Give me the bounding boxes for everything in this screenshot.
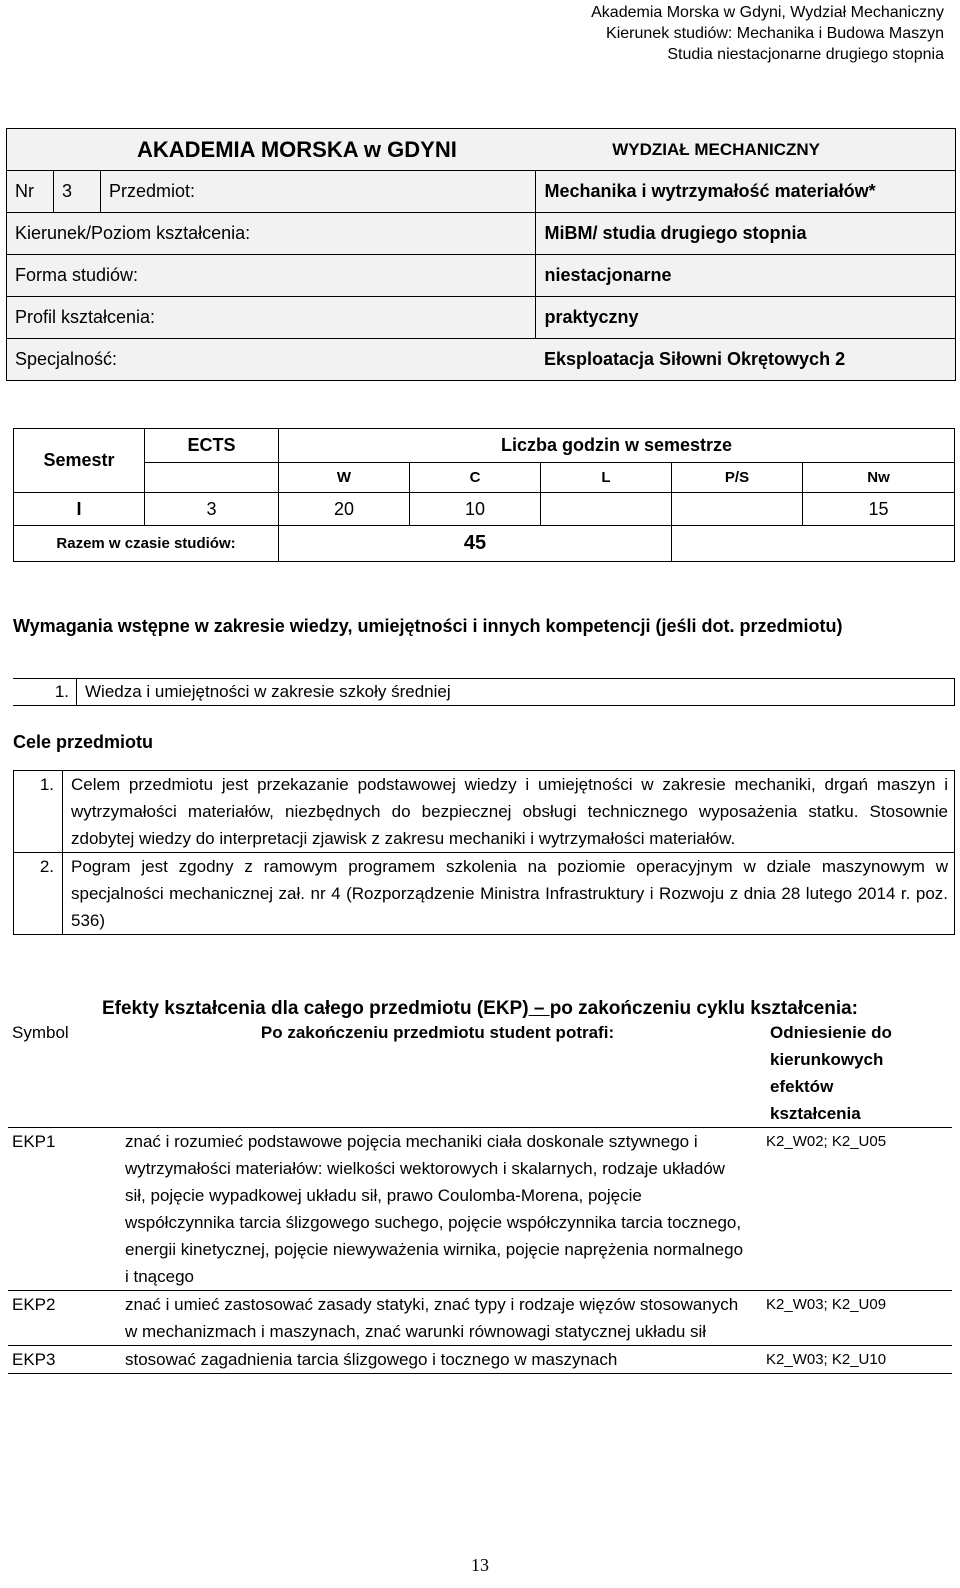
col-c: C xyxy=(410,463,541,493)
total-value: 45 xyxy=(279,526,672,562)
form-label: Forma studiów: xyxy=(7,255,536,297)
goal-num: 1. xyxy=(14,771,63,853)
col-ps: P/S xyxy=(672,463,803,493)
outcome-ref: K2_W03; K2_U09 xyxy=(758,1291,952,1346)
col-l: L xyxy=(541,463,672,493)
header-line-1: Akademia Morska w Gdyni, Wydział Mechaniczny xyxy=(591,4,944,21)
hours-w: 20 xyxy=(279,493,410,526)
total-label: Razem w czasie studiów: xyxy=(14,526,279,562)
col-w: W xyxy=(279,463,410,493)
hours-table xyxy=(13,428,955,562)
subject-label: Przedmiot: xyxy=(101,171,536,213)
academy-name: AKADEMIA MORSKA w GDYNI xyxy=(137,136,457,162)
goal-text: Celem przedmiotu jest przekazanie podstawowej wiedzy i umiejętności w zakresie mechaniki, drgań maszyn i wytrzymałości materiałów, niezbędnych do bezpiecznej obsługi technicznego wyposażenia statku. Stosownie zdobytej wiedzy do interpretacji zjawisk z zakresu mechaniki i wytrzymałości materiałów. xyxy=(63,771,955,853)
outcomes-heading-part1: Efekty kształcenia dla całego przedmiotu (EKP) xyxy=(101,998,529,1019)
spec-label: Specjalność: xyxy=(7,339,536,381)
subject-value: Mechanika i wytrzymałość materiałów* xyxy=(536,171,956,213)
ects-header: ECTS xyxy=(145,429,279,463)
profile-value: praktyczny xyxy=(536,297,956,339)
hours-header: Liczba godzin w semestrze xyxy=(279,429,955,463)
outcome-ref: K2_W02; K2_U05 xyxy=(758,1128,952,1291)
outcome-ref: K2_W03; K2_U10 xyxy=(758,1346,952,1374)
outcomes-heading-part2: po zakończeniu cyklu kształcenia: xyxy=(549,998,859,1019)
outcome-desc: znać i rozumieć podstawowe pojęcia mechaniki ciała doskonale sztywnego i wytrzymałości materiałów: wielkości wektorowych i skalarnych, rodzaje układów sił, pojęcie wypadkowej układu sił, prawo Coulomba-Morena, pojęcie współczynnika tarcia ślizgowego suchego, pojęcie współczynnika tarcia tocznego, energii kinetycznej, pojęcie niewyważenia wirnika, pojęcie naprężenia normalnego i tnącego xyxy=(125,1128,758,1291)
spec-value: Eksploatacja Siłowni Okrętowych 2 xyxy=(536,339,956,381)
goals-table xyxy=(13,770,955,935)
goal-text: Pogram jest zgodny z ramowym programem szkolenia na poziomie operacyjnym w dziale maszynowym w specjalności mechanicznej zał. nr 4 (Rozporządzenie Ministra Infrastruktury i Rozwoju z dnia 28 lutego 2014 r. poz. 536) xyxy=(63,853,955,935)
requirements-title: Wymagania wstępne w zakresie wiedzy, umiejętności i innych kompetencji (jeśli dot. przedmiotu) xyxy=(13,616,843,636)
col-nw: Nw xyxy=(803,463,955,493)
goals-title: Cele przedmiotu xyxy=(13,732,154,752)
faculty-name: WYDZIAŁ MECHANICZNY xyxy=(612,140,820,159)
col-ref-header: Odniesienie do kierunkowych efektów kształcenia xyxy=(770,1023,892,1123)
ects-value: 3 xyxy=(145,493,279,526)
running-header xyxy=(591,2,944,65)
page-number: 13 xyxy=(471,1555,489,1575)
outcomes-table xyxy=(8,1019,952,1374)
form-value: niestacjonarne xyxy=(536,255,956,297)
col-symbol-header: Symbol xyxy=(12,1023,69,1042)
semestr-header: Semestr xyxy=(14,429,145,493)
header-line-3: Studia niestacjonarne drugiego stopnia xyxy=(667,46,944,63)
outcomes-heading-dash: – xyxy=(528,998,550,1019)
nr-value: 3 xyxy=(54,171,101,213)
header-line-2: Kierunek studiów: Mechanika i Budowa Maszyn xyxy=(606,25,944,42)
outcome-desc: stosować zagadnienia tarcia ślizgowego i tocznego w maszynach xyxy=(125,1346,758,1374)
col-desc-header: Po zakończeniu przedmiotu student potrafi: xyxy=(260,1023,615,1042)
outcomes-heading xyxy=(0,998,960,1020)
goal-num: 2. xyxy=(14,853,63,935)
requirement-text: Wiedza i umiejętności w zakresie szkoły średniej xyxy=(77,679,955,706)
nr-label: Nr xyxy=(7,171,54,213)
hours-nw: 15 xyxy=(803,493,955,526)
semester-value: I xyxy=(14,493,145,526)
profile-label: Profil kształcenia: xyxy=(7,297,536,339)
hours-ps xyxy=(672,493,803,526)
level-label: Kierunek/Poziom kształcenia: xyxy=(7,213,536,255)
requirement-num: 1. xyxy=(13,679,77,706)
outcome-symbol: EKP3 xyxy=(8,1346,125,1374)
outcome-symbol: EKP2 xyxy=(8,1291,125,1346)
level-value: MiBM/ studia drugiego stopnia xyxy=(536,213,956,255)
hours-l xyxy=(541,493,672,526)
course-info-table xyxy=(6,128,956,381)
outcome-desc: znać i umieć zastosować zasady statyki, znać typy i rodzaje więzów stosowanych w mechanizmach i maszynach, znać warunki równowagi statycznej układu sił xyxy=(125,1291,758,1346)
hours-c: 10 xyxy=(410,493,541,526)
outcome-symbol: EKP1 xyxy=(8,1128,125,1291)
requirements-table xyxy=(13,678,955,706)
